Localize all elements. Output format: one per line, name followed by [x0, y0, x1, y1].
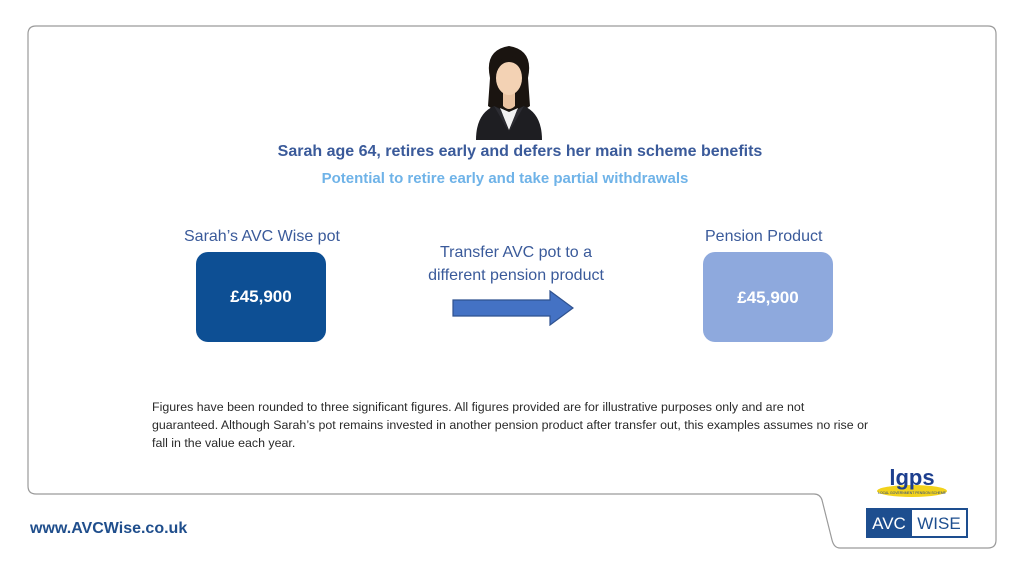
right-pot-value: £45,900: [737, 288, 799, 307]
left-pot-value: £45,900: [230, 287, 292, 306]
avcwise-logo: [866, 508, 968, 538]
avcwise-logo-wise: WISE: [917, 514, 961, 533]
slide-title: Sarah age 64, retires early and defers her main scheme benefits: [277, 143, 763, 160]
businesswoman-avatar-icon: [470, 40, 548, 140]
website-link[interactable]: www.AVCWise.co.uk: [30, 520, 188, 537]
right-arrow-icon: [452, 290, 574, 326]
transfer-text: [406, 241, 626, 287]
disclaimer-text: Figures have been rounded to three significant figures. All figures provided are for illustrative purposes only and are not guaranteed. Although Sarah’s pot remains invested in another pension product after transfer out, this examples assumes no rise or fall in the value each year.: [152, 400, 869, 450]
avcwise-logo-avc: AVC: [872, 514, 906, 533]
right-pot-label: Pension Product: [705, 228, 823, 245]
lgps-logo: [876, 463, 948, 501]
left-pot-box: [196, 252, 326, 342]
slide-subtitle: Potential to retire early and take partial withdrawals: [321, 170, 689, 187]
lgps-logo-tagline: LOCAL GOVERNMENT PENSION SCHEME: [878, 491, 946, 495]
right-pot-box: [703, 252, 833, 342]
transfer-text-line-2: different pension product: [428, 267, 604, 284]
transfer-text-line-1: Transfer AVC pot to a: [439, 244, 593, 261]
left-pot-label: Sarah’s AVC Wise pot: [184, 228, 340, 245]
lgps-logo-text: lgps: [889, 465, 935, 490]
